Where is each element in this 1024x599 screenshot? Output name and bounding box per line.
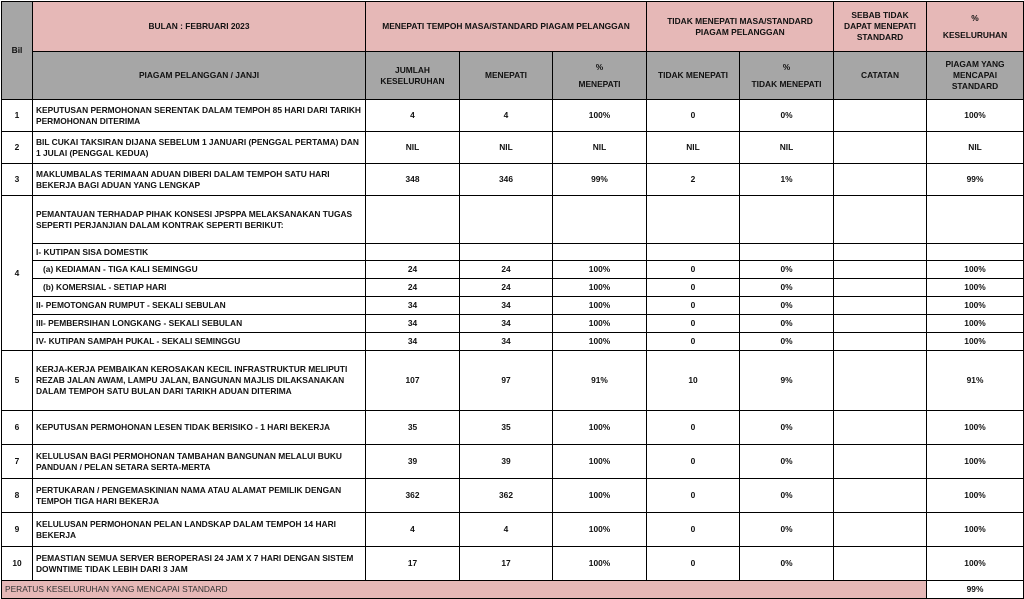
table-row bbox=[2, 351, 1024, 411]
row-description: (b) KOMERSIAL - SETIAP HARI bbox=[33, 279, 366, 297]
row-catatan bbox=[834, 164, 927, 196]
row-menepati: 362 bbox=[460, 479, 553, 513]
table-row bbox=[2, 279, 1024, 297]
row-tidak-menepati: 0 bbox=[647, 315, 740, 333]
row-bil: 2 bbox=[2, 132, 33, 164]
row-tidak-menepati: 0 bbox=[647, 547, 740, 581]
table-row bbox=[2, 132, 1024, 164]
row-empty-cell bbox=[366, 244, 460, 261]
header-pct-tidak bbox=[740, 52, 834, 100]
header-jumlah: JUMLAH KESELURUHAN bbox=[366, 52, 460, 100]
row-capai: 100% bbox=[927, 333, 1024, 351]
row-pct-menepati: NIL bbox=[553, 132, 647, 164]
header-pct-symbol: % bbox=[971, 12, 979, 23]
row-catatan bbox=[834, 315, 927, 333]
header-pct-menepati-label: MENEPATI bbox=[578, 78, 621, 89]
header-pct-tidak-symbol: % bbox=[782, 61, 791, 72]
row-description: PERTUKARAN / PENGEMASKINIAN NAMA ATAU ALAMAT PEMILIK DENGAN TEMPOH TIGA HARI BEKERJA bbox=[33, 479, 366, 513]
row-capai: 91% bbox=[927, 351, 1024, 411]
row-catatan bbox=[834, 100, 927, 132]
row-empty-cell bbox=[740, 244, 834, 261]
row-bil: 7 bbox=[2, 445, 33, 479]
row-pct-tidak: 0% bbox=[740, 100, 834, 132]
summary-value: 99% bbox=[927, 581, 1024, 599]
row-bil: 6 bbox=[2, 411, 33, 445]
row-pct-tidak: 0% bbox=[740, 479, 834, 513]
row-catatan bbox=[834, 445, 927, 479]
row-description: II- PEMOTONGAN RUMPUT - SEKALI SEBULAN bbox=[33, 297, 366, 315]
row-description: KEPUTUSAN PERMOHONAN SERENTAK DALAM TEMPOH 85 HARI DARI TARIKH PERMOHONAN DITERIMA bbox=[33, 100, 366, 132]
row-menepati: 39 bbox=[460, 445, 553, 479]
row-menepati: 35 bbox=[460, 411, 553, 445]
header-tidak-menepati: TIDAK MENEPATI bbox=[647, 52, 740, 100]
row-pct-menepati: 100% bbox=[553, 261, 647, 279]
row-empty-cell bbox=[460, 244, 553, 261]
header-pct-keseluruhan bbox=[927, 2, 1024, 52]
row-pct-menepati: 100% bbox=[553, 445, 647, 479]
row-pct-menepati: 100% bbox=[553, 547, 647, 581]
row-pct-tidak: 0% bbox=[740, 297, 834, 315]
row-description: MAKLUMBALAS TERIMAAN ADUAN DIBERI DALAM TEMPOH SATU HARI BEKERJA BAGI ADUAN YANG LENGKAP bbox=[33, 164, 366, 196]
row-capai: 100% bbox=[927, 479, 1024, 513]
row-capai: 100% bbox=[927, 547, 1024, 581]
row-pct-tidak: 9% bbox=[740, 351, 834, 411]
row-tidak-menepati: NIL bbox=[647, 132, 740, 164]
charter-performance-table bbox=[1, 1, 1024, 599]
row-jumlah: 35 bbox=[366, 411, 460, 445]
row-capai: 100% bbox=[927, 513, 1024, 547]
row-catatan bbox=[834, 513, 927, 547]
row-capai: 100% bbox=[927, 411, 1024, 445]
row-jumlah: 107 bbox=[366, 351, 460, 411]
header-pct-menepati bbox=[553, 52, 647, 100]
row-pct-menepati: 100% bbox=[553, 100, 647, 132]
row-pct-menepati: 91% bbox=[553, 351, 647, 411]
row-tidak-menepati: 0 bbox=[647, 261, 740, 279]
row-pct-menepati: 99% bbox=[553, 164, 647, 196]
table-row bbox=[2, 297, 1024, 315]
row-bil: 4 bbox=[2, 196, 33, 351]
header-pct-tidak-label: TIDAK MENEPATI bbox=[751, 78, 822, 89]
row-bil: 3 bbox=[2, 164, 33, 196]
row-empty-cell bbox=[927, 244, 1024, 261]
row-empty-cell bbox=[927, 196, 1024, 244]
row-menepati: 17 bbox=[460, 547, 553, 581]
row-empty-cell bbox=[834, 244, 927, 261]
row-menepati: 24 bbox=[460, 279, 553, 297]
row-menepati: 34 bbox=[460, 315, 553, 333]
row-pct-tidak: 0% bbox=[740, 315, 834, 333]
row-tidak-menepati: 0 bbox=[647, 100, 740, 132]
row-section-heading: I- KUTIPAN SISA DOMESTIK bbox=[33, 244, 366, 261]
header-piagam: PIAGAM PELANGGAN / JANJI bbox=[33, 52, 366, 100]
summary-row bbox=[2, 581, 1024, 599]
row-bil: 1 bbox=[2, 100, 33, 132]
row-tidak-menepati: 0 bbox=[647, 279, 740, 297]
header-bulan: BULAN : FEBRUARI 2023 bbox=[33, 2, 366, 52]
row-catatan bbox=[834, 479, 927, 513]
row-menepati: 97 bbox=[460, 351, 553, 411]
table-row bbox=[2, 196, 1024, 244]
row-pct-tidak: 0% bbox=[740, 547, 834, 581]
row-capai: NIL bbox=[927, 132, 1024, 164]
table-row bbox=[2, 479, 1024, 513]
row-pct-tidak: 0% bbox=[740, 445, 834, 479]
row-menepati: NIL bbox=[460, 132, 553, 164]
row-jumlah: NIL bbox=[366, 132, 460, 164]
row-description: KERJA-KERJA PEMBAIKAN KEROSAKAN KECIL INFRASTRUKTUR MELIPUTI REZAB JALAN AWAM, LAMPU JALAN, BANGUNAN MAJLIS DILAKSANAKAN DALAM TEMPOH SATU BULAN DARI TARIKH ADUAN DITERIMA bbox=[33, 351, 366, 411]
row-catatan bbox=[834, 261, 927, 279]
header-sebab: SEBAB TIDAK DAPAT MENEPATI STANDARD bbox=[834, 2, 927, 52]
row-jumlah: 24 bbox=[366, 279, 460, 297]
row-capai: 99% bbox=[927, 164, 1024, 196]
row-menepati: 34 bbox=[460, 297, 553, 315]
row-jumlah: 4 bbox=[366, 513, 460, 547]
row-pct-menepati: 100% bbox=[553, 411, 647, 445]
table-row bbox=[2, 547, 1024, 581]
row-tidak-menepati: 0 bbox=[647, 297, 740, 315]
table-row bbox=[2, 333, 1024, 351]
row-menepati: 34 bbox=[460, 333, 553, 351]
header-pct-menepati-symbol: % bbox=[595, 61, 604, 72]
row-description: PEMASTIAN SEMUA SERVER BEROPERASI 24 JAM X 7 HARI DENGAN SISTEM DOWNTIME TIDAK LEBIH DARI 3 JAM bbox=[33, 547, 366, 581]
table-row bbox=[2, 261, 1024, 279]
row-jumlah: 17 bbox=[366, 547, 460, 581]
row-catatan bbox=[834, 547, 927, 581]
header-menepati: MENEPATI bbox=[460, 52, 553, 100]
row-tidak-menepati: 0 bbox=[647, 333, 740, 351]
row-catatan bbox=[834, 333, 927, 351]
row-jumlah: 34 bbox=[366, 333, 460, 351]
row-tidak-menepati: 0 bbox=[647, 479, 740, 513]
row-empty-cell bbox=[553, 244, 647, 261]
header-tidak-group: TIDAK MENEPATI MASA/STANDARD PIAGAM PELANGGAN bbox=[647, 2, 834, 52]
row-tidak-menepati: 10 bbox=[647, 351, 740, 411]
row-catatan bbox=[834, 132, 927, 164]
row-catatan bbox=[834, 279, 927, 297]
row-menepati: 4 bbox=[460, 513, 553, 547]
row-capai: 100% bbox=[927, 261, 1024, 279]
table-row bbox=[2, 244, 1024, 261]
row-menepati: 4 bbox=[460, 100, 553, 132]
row-pct-tidak: 0% bbox=[740, 279, 834, 297]
row-jumlah: 4 bbox=[366, 100, 460, 132]
row-pct-tidak: 1% bbox=[740, 164, 834, 196]
header-catatan: CATATAN bbox=[834, 52, 927, 100]
row-empty-cell bbox=[647, 196, 740, 244]
row-jumlah: 362 bbox=[366, 479, 460, 513]
row-description: KELULUSAN PERMOHONAN PELAN LANDSKAP DALAM TEMPOH 14 HARI BEKERJA bbox=[33, 513, 366, 547]
row-pct-menepati: 100% bbox=[553, 333, 647, 351]
header-bil: Bil bbox=[2, 2, 33, 100]
row-menepati: 24 bbox=[460, 261, 553, 279]
summary-label: PERATUS KESELURUHAN YANG MENCAPAI STANDARD bbox=[2, 581, 927, 599]
row-jumlah: 34 bbox=[366, 315, 460, 333]
row-pct-menepati: 100% bbox=[553, 297, 647, 315]
row-catatan bbox=[834, 351, 927, 411]
table-row bbox=[2, 411, 1024, 445]
row-menepati: 346 bbox=[460, 164, 553, 196]
row-description: (a) KEDIAMAN - TIGA KALI SEMINGGU bbox=[33, 261, 366, 279]
row-capai: 100% bbox=[927, 279, 1024, 297]
row-bil: 8 bbox=[2, 479, 33, 513]
row-catatan bbox=[834, 297, 927, 315]
table-row bbox=[2, 315, 1024, 333]
row-tidak-menepati: 0 bbox=[647, 411, 740, 445]
row-tidak-menepati: 2 bbox=[647, 164, 740, 196]
row-pct-menepati: 100% bbox=[553, 513, 647, 547]
row-jumlah: 24 bbox=[366, 261, 460, 279]
table-row bbox=[2, 164, 1024, 196]
row-description: KEPUTUSAN PERMOHONAN LESEN TIDAK BERISIKO - 1 HARI BEKERJA bbox=[33, 411, 366, 445]
row-bil: 5 bbox=[2, 351, 33, 411]
row-empty-cell bbox=[647, 244, 740, 261]
row-empty-cell bbox=[553, 196, 647, 244]
row-jumlah: 34 bbox=[366, 297, 460, 315]
row-description: BIL CUKAI TAKSIRAN DIJANA SEBELUM 1 JANUARI (PENGGAL PERTAMA) DAN 1 JULAI (PENGGAL KEDUA) bbox=[33, 132, 366, 164]
row-description: KELULUSAN BAGI PERMOHONAN TAMBAHAN BANGUNAN MELALUI BUKU PANDUAN / PELAN SETARA SERTA-MERTA bbox=[33, 445, 366, 479]
row-description: III- PEMBERSIHAN LONGKANG - SEKALI SEBULAN bbox=[33, 315, 366, 333]
row-bil: 9 bbox=[2, 513, 33, 547]
row-pct-tidak: 0% bbox=[740, 411, 834, 445]
row-intro-text: PEMANTAUAN TERHADAP PIHAK KONSESI JPSPPA MELAKSANAKAN TUGAS SEPERTI PERJANJIAN DALAM KONTRAK SEPERTI BERIKUT: bbox=[33, 196, 366, 244]
row-capai: 100% bbox=[927, 100, 1024, 132]
row-tidak-menepati: 0 bbox=[647, 445, 740, 479]
row-pct-tidak: 0% bbox=[740, 333, 834, 351]
row-empty-cell bbox=[366, 196, 460, 244]
row-pct-menepati: 100% bbox=[553, 479, 647, 513]
header-menepati-group: MENEPATI TEMPOH MASA/STANDARD PIAGAM PELANGGAN bbox=[366, 2, 647, 52]
row-capai: 100% bbox=[927, 445, 1024, 479]
row-capai: 100% bbox=[927, 315, 1024, 333]
row-pct-tidak: 0% bbox=[740, 261, 834, 279]
table-row bbox=[2, 513, 1024, 547]
row-description: IV- KUTIPAN SAMPAH PUKAL - SEKALI SEMINGGU bbox=[33, 333, 366, 351]
row-pct-menepati: 100% bbox=[553, 315, 647, 333]
row-empty-cell bbox=[834, 196, 927, 244]
row-empty-cell bbox=[740, 196, 834, 244]
header-piagam-mencapai: PIAGAM YANG MENCAPAI STANDARD bbox=[927, 52, 1024, 100]
row-jumlah: 39 bbox=[366, 445, 460, 479]
row-pct-menepati: 100% bbox=[553, 279, 647, 297]
row-pct-tidak: NIL bbox=[740, 132, 834, 164]
row-jumlah: 348 bbox=[366, 164, 460, 196]
row-pct-tidak: 0% bbox=[740, 513, 834, 547]
row-tidak-menepati: 0 bbox=[647, 513, 740, 547]
row-bil: 10 bbox=[2, 547, 33, 581]
table-row bbox=[2, 100, 1024, 132]
table-row bbox=[2, 445, 1024, 479]
header-keseluruhan: KESELURUHAN bbox=[942, 29, 1008, 40]
row-empty-cell bbox=[460, 196, 553, 244]
row-capai: 100% bbox=[927, 297, 1024, 315]
row-catatan bbox=[834, 411, 927, 445]
